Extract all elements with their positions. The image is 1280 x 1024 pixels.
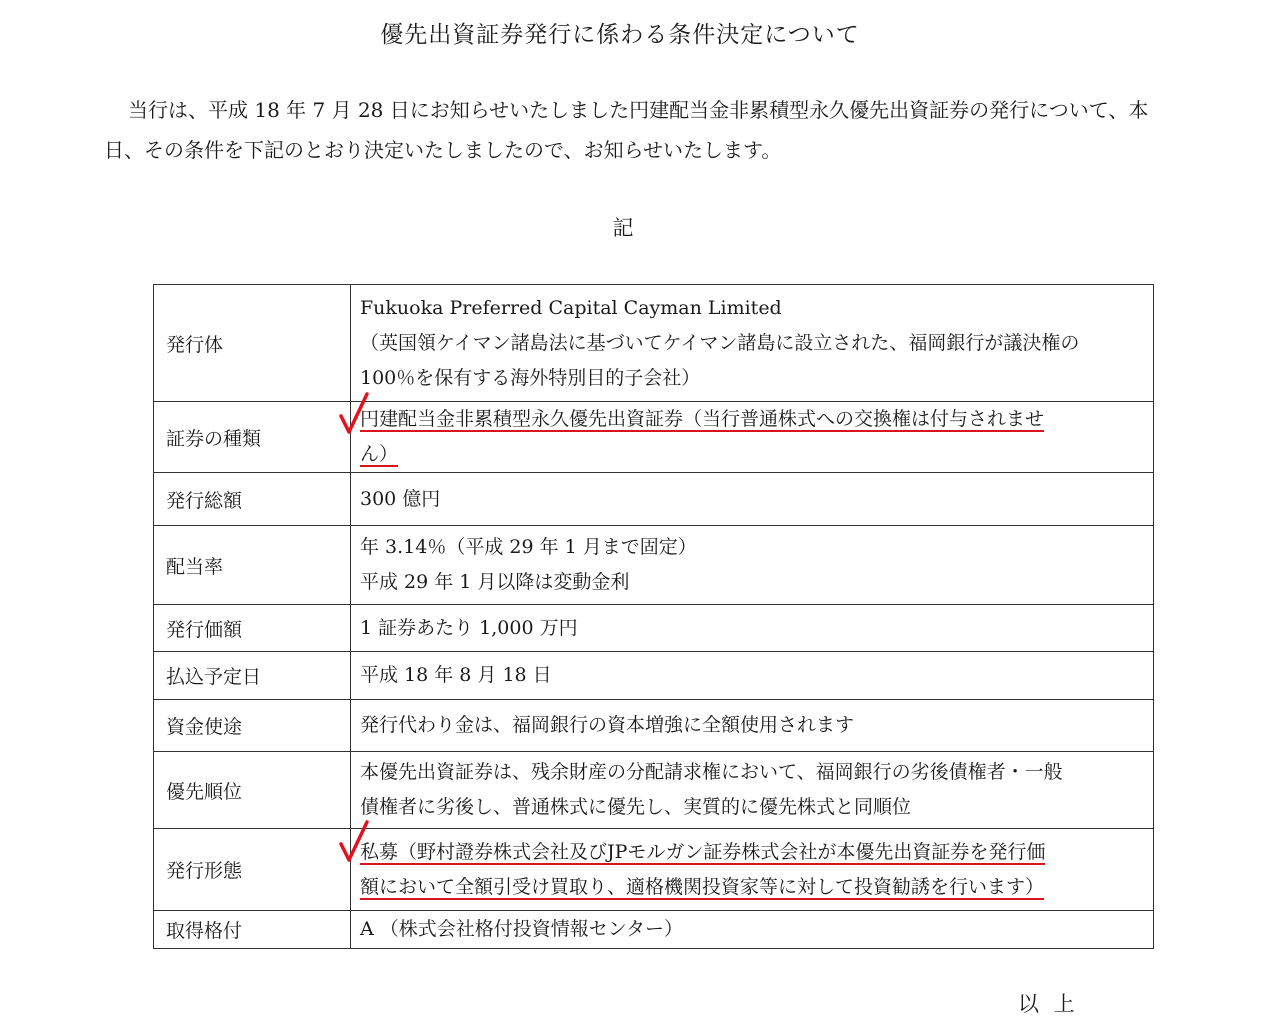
value-line	[360, 402, 1147, 437]
row-label: 発行体	[154, 285, 351, 402]
red-checkmark-icon	[338, 390, 370, 436]
row-label: 資金使途	[154, 700, 351, 752]
table-row	[154, 473, 1154, 526]
row-value	[351, 752, 1154, 829]
value-line: 年 3.14％（平成 29 年 1 月まで固定）	[360, 536, 697, 558]
value-line	[360, 870, 1147, 905]
row-value	[351, 285, 1154, 402]
ki-heading: 記	[612, 216, 634, 240]
value-line: 100％を保有する海外特別目的子会社）	[360, 366, 701, 389]
value-line	[360, 835, 1147, 870]
row-value	[351, 402, 1154, 473]
value-line: 債権者に劣後し、普通株式に優先し、実質的に優先株式と同順位	[360, 796, 912, 818]
value-line: 平成 18 年 8 月 18 日	[360, 664, 552, 686]
closing-mark: 以 上	[1018, 992, 1079, 1016]
value-line: 1 証券あたり 1,000 万円	[360, 616, 578, 639]
row-value	[351, 700, 1154, 752]
value-line: Fukuoka Preferred Capital Cayman Limited	[360, 296, 782, 319]
document-title: 優先出資証券発行に係わる条件決定について	[380, 22, 860, 48]
row-label: 発行価額	[154, 605, 351, 652]
row-label: 優先順位	[154, 752, 351, 829]
red-underline: ん）	[360, 443, 399, 465]
value-line: A （株式会社格付投資情報センター）	[360, 918, 684, 940]
row-value	[351, 605, 1154, 652]
value-line: 平成 29 年 1 月以降は変動金利	[360, 571, 630, 593]
table-row	[154, 605, 1154, 652]
row-label: 取得格付	[154, 911, 351, 949]
table-row	[154, 652, 1154, 700]
terms-table	[153, 284, 1154, 949]
row-label: 発行総額	[154, 473, 351, 526]
table-row	[154, 700, 1154, 752]
red-underline: 私募（野村證券株式会社及びJPモルガン証券株式会社が本優先出資証券を発行価	[360, 840, 1046, 863]
table-row	[154, 285, 1154, 402]
value-line: 300 億円	[360, 487, 441, 510]
table-row	[154, 911, 1154, 949]
value-line: （英国領ケイマン諸島法に基づいてケイマン諸島に設立された、福岡銀行が議決権の	[360, 331, 1080, 354]
row-value	[351, 473, 1154, 526]
red-checkmark-icon	[338, 818, 370, 864]
row-value	[351, 526, 1154, 605]
row-label: 配当率	[154, 526, 351, 605]
row-label: 証券の種類	[154, 402, 351, 473]
table-row	[154, 829, 1154, 911]
table-row	[154, 752, 1154, 829]
row-value	[351, 829, 1154, 911]
red-underline: 円建配当金非累積型永久優先出資証券（当行普通株式への交換権は付与されませ	[360, 408, 1045, 430]
value-line	[360, 437, 1147, 472]
row-label: 払込予定日	[154, 652, 351, 700]
row-label: 発行形態	[154, 829, 351, 911]
intro-paragraph: 当行は、平成 18 年 7 月 28 日にお知らせいたしました円建配当金非累積型永久優先出資証券の発行について、本日、その条件を下記のとおり決定いたしましたので、お知らせいたします。	[104, 98, 1149, 162]
table-row	[154, 526, 1154, 605]
table-row	[154, 402, 1154, 473]
value-line: 本優先出資証券は、残余財産の分配請求権において、福岡銀行の劣後債権者・一般	[360, 761, 1063, 783]
row-value	[351, 652, 1154, 700]
red-underline: 額において全額引受け買取り、適格機関投資家等に対して投資勧誘を行います）	[360, 875, 1045, 898]
value-line: 発行代わり金は、福岡銀行の資本増強に全額使用されます	[360, 714, 855, 736]
row-value	[351, 911, 1154, 949]
